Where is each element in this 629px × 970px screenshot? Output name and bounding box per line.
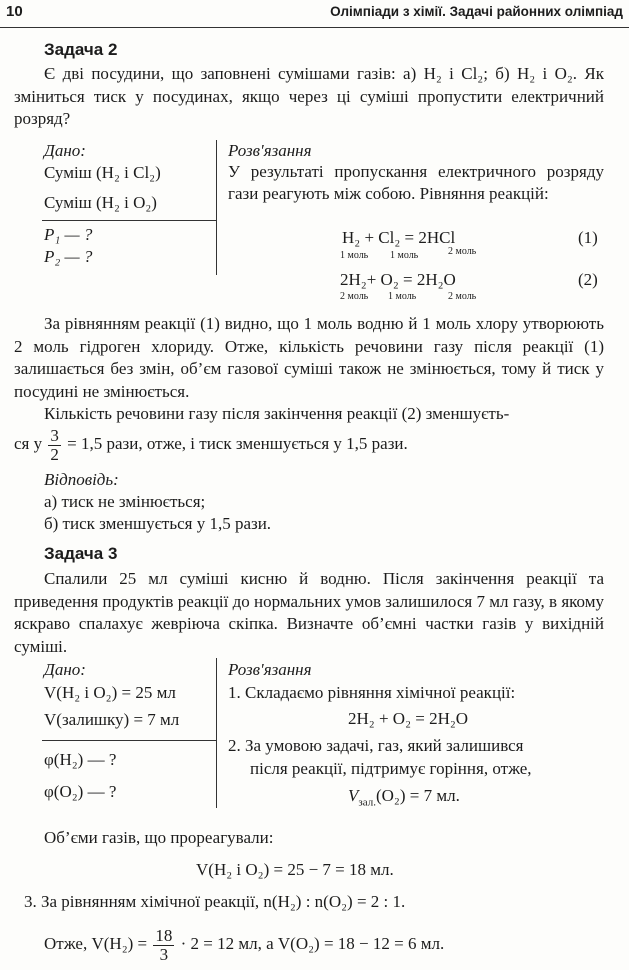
final-post: · 2 = 12 мл, а V(O₂) = 18 − 12 = 6 мл. [180,934,445,953]
task3-residual [348,786,460,808]
task3-step-1: 1. Складаємо рівняння хімічної реакції: [228,683,516,702]
task2-equation-2: 2H₂+ O₂ = 2H₂O [340,270,456,289]
task3-divider [216,658,217,808]
final-denominator: 3 [159,944,169,964]
task3-step-2a: 2. За умовою задачі, газ, який залишився [228,736,524,755]
final-pre: Отже, V(H₂) = [44,934,148,953]
task3-find-2: φ(O₂) — ? [44,782,117,801]
task2-divider [216,140,217,275]
task2-solution-label: Розв'язання [228,141,312,160]
task2-statement: Є дві посудини, що заповнені сумішами газів: а) H₂ і Cl₂; б) H₂ і O₂. Як зміниться тиск у посудинах, якщо через ці суміші пропустити електричний розряд? [14,64,604,128]
task2-find-1: P₁ — ? [44,225,93,244]
task3-reacted-equation: V(H₂ і O₂) = 25 − 7 = 18 мл. [196,860,394,879]
task2-given-1: Суміш (H₂ і Cl₂) [44,163,161,182]
task2-given-label: Дано: [44,141,86,160]
task3-final-line [44,922,444,966]
task3-given-label: Дано: [44,660,86,679]
task3-given-2: V(залишку) = 7 мл [44,710,180,729]
residual-rest: (O₂) = 7 мл. [375,786,460,805]
task3-title: Задача 3 [44,544,118,563]
task2-answer-b: б) тиск зменшується у 1,5 рази. [44,514,272,533]
running-title: Олімпіади з хімії. Задачі районних олімпіад [330,4,623,19]
task2-equation-1: H₂ + Cl₂ = 2HCl [342,228,456,247]
eq2-number: (2) [578,270,598,289]
eq2-under-3: 2 моль [448,291,477,302]
ratio-pre: ся у [14,434,43,453]
task3-step-3: 3. За рівнянням хімічної реакції, n(H₂) : n(O₂) = 2 : 1. [24,892,406,911]
eq1-under-3: 2 моль [448,246,477,257]
page-header [0,0,629,26]
task3-given-rule [42,740,216,741]
task3-equation: 2H₂ + O₂ = 2H₂O [348,709,469,728]
task2-explanation-2: Кількість речовини газу після закінчення реакції (2) зменшуєть- [44,404,510,423]
ratio-fraction [48,427,61,464]
task3-step-2b: після реакції, підтримує горіння, отже, [250,759,532,778]
eq1-number: (1) [578,228,598,247]
task2-given-rule [42,220,216,221]
eq2-under-2: 1 моль [388,291,417,302]
eq1-under-1: 1 моль [340,250,369,261]
task3-reacted-label: Об’єми газів, що прореагували: [44,828,274,847]
task2-solution-intro: У результаті пропускання електричного розряду гази реагують між собою. Рівняння реакцій: [228,162,604,203]
task2-find-2: P₂ — ? [44,247,93,266]
task2-explanation: За рівнянням реакції (1) видно, що 1 моль водню й 1 моль хлору утворюють 2 моль гідроген хлориду. Отже, кількість речовини газу після реакції (1) залишається без змін, об’єм газової суміші також не змінюється, тому й тиск у посудині не змінюється. [14,314,604,401]
task2-answer-a: а) тиск не змінюється; [44,492,206,511]
page-number: 10 [6,3,23,20]
task2-given-2: Суміш (H₂ і O₂) [44,193,157,212]
task3-solution-label: Розв'язання [228,660,312,679]
task2-answer-label: Відповідь: [44,470,119,489]
header-rule [0,27,629,28]
task2-title: Задача 2 [44,40,118,59]
residual-v: V [348,786,359,805]
ratio-numerator: 3 [50,425,59,445]
eq2-under-1: 2 моль [340,291,369,302]
ratio-post: = 1,5 рази, отже, і тиск зменшується у 1,5 рази. [67,434,408,453]
residual-sub: зал. [358,796,376,809]
final-fraction [153,927,174,964]
task3-statement: Спалили 25 мл суміші кисню й водню. Після закінчення реакції та приведення продуктів реакції до нормальних умов залишилося 7 мл газу, в якому яскраво спалахує жевріюча скіпка. Визначте об’ємні частки газів у вихідній суміші. [14,569,604,656]
final-numerator: 18 [155,925,173,945]
task3-find-1: φ(H₂) — ? [44,750,117,769]
eq1-under-2: 1 моль [390,250,419,261]
ratio-denominator: 2 [50,444,59,464]
task2-ratio-line [14,426,408,464]
task3-given-1: V(H₂ і O₂) = 25 мл [44,683,176,702]
